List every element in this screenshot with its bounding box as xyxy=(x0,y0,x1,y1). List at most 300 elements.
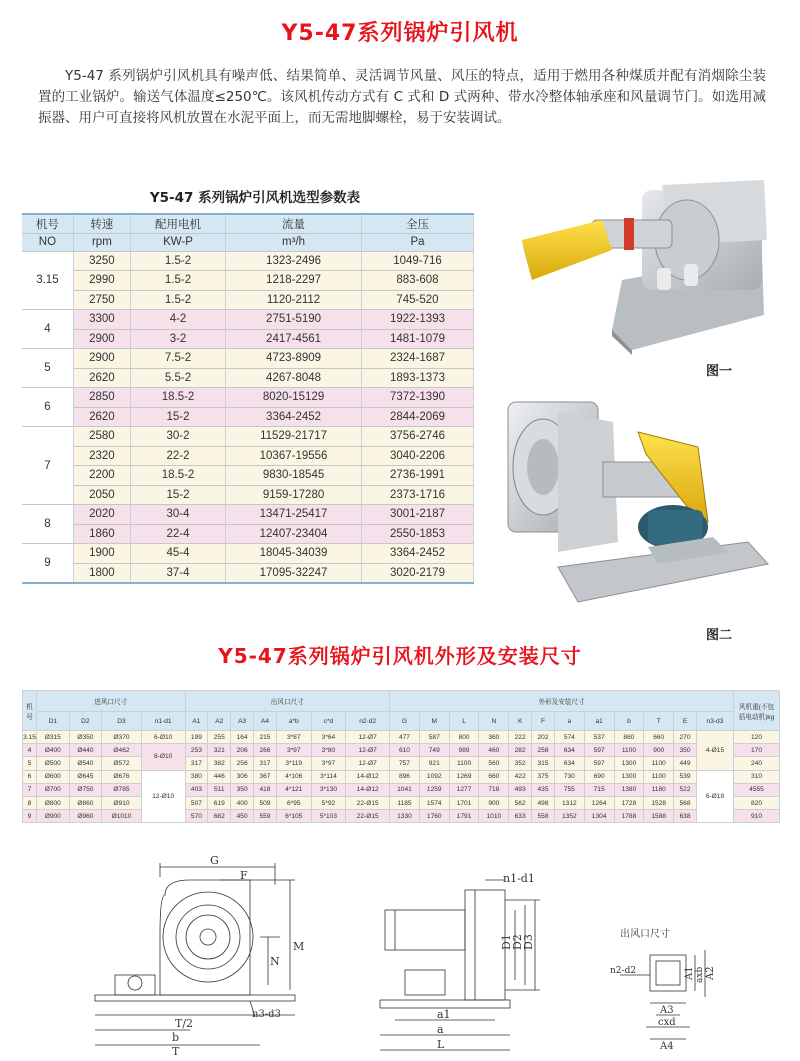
dim-cell: 317 xyxy=(185,757,208,770)
dim-cell: 418 xyxy=(254,783,277,796)
dim-cell: Ø900 xyxy=(37,810,70,823)
dim-cell: 382 xyxy=(208,757,231,770)
dim-cell: 757 xyxy=(390,757,420,770)
dim-cell: 1300 xyxy=(614,770,644,783)
dim-cell: 255 xyxy=(208,731,231,744)
selection-cell: 1900 xyxy=(73,544,130,564)
dim-cell: 450 xyxy=(231,810,254,823)
dim-cell: 1180 xyxy=(644,783,674,796)
label-A1: A1 xyxy=(684,966,695,980)
dim-cell: 3*97 xyxy=(276,744,311,757)
dim-cell: 1352 xyxy=(554,810,584,823)
dim-cell: 350 xyxy=(674,744,697,757)
dim-cell: 170 xyxy=(734,744,780,757)
dim-cell: 1269 xyxy=(449,770,479,783)
dim-cell: 403 xyxy=(185,783,208,796)
label-T: T xyxy=(172,1045,180,1055)
selection-cell: 2990 xyxy=(73,271,130,291)
dim-cell: Ø800 xyxy=(37,796,70,809)
dim-cell: 633 xyxy=(509,810,532,823)
selection-cell: 2373-1716 xyxy=(361,485,473,505)
selection-cell: 3364-2452 xyxy=(226,407,362,427)
selection-cell: 22-2 xyxy=(130,446,225,466)
selection-cell: 2417-4561 xyxy=(226,329,362,349)
dim-col-header: n3-d3 xyxy=(696,712,733,731)
dim-cell: 3*97 xyxy=(311,757,346,770)
selection-cell: 7.5-2 xyxy=(130,349,225,369)
dim-cell: 587 xyxy=(419,731,449,744)
dim-cell: 1100 xyxy=(449,757,479,770)
label-a: a xyxy=(437,1023,444,1036)
dim-cell: 568 xyxy=(674,796,697,809)
dim-cell: 12-Ø10 xyxy=(141,770,185,823)
dim-cell: 306 xyxy=(231,770,254,783)
dim-cell: 900 xyxy=(479,796,509,809)
selection-row xyxy=(22,271,474,291)
selection-cell: 2750 xyxy=(73,290,130,310)
selection-row xyxy=(22,251,474,271)
selection-cell: 10367-19556 xyxy=(226,446,362,466)
dim-header-outline: 外形及安装尺寸 xyxy=(390,691,734,712)
dim-cell: 12-Ø7 xyxy=(346,731,390,744)
dim-cell: 562 xyxy=(509,796,532,809)
dim-cell: 4*106 xyxy=(276,770,311,783)
label-G: G xyxy=(210,855,219,867)
dim-cell: 12-Ø7 xyxy=(346,744,390,757)
dim-cell: 1330 xyxy=(390,810,420,823)
dim-col-header: D2 xyxy=(69,712,102,731)
dim-cell: 498 xyxy=(532,796,555,809)
dim-col-header: M xyxy=(419,712,449,731)
dim-cell: 989 xyxy=(449,744,479,757)
dim-header-outlet: 出风口尺寸 xyxy=(185,691,390,712)
dim-cell: 422 xyxy=(509,770,532,783)
dim-cell: 14-Ø12 xyxy=(346,783,390,796)
dim-row xyxy=(23,757,780,770)
selection-cell: 3756-2746 xyxy=(361,427,473,447)
dim-cell: 1041 xyxy=(390,783,420,796)
selection-cell: 2751-5190 xyxy=(226,310,362,330)
selection-cell: 3001-2187 xyxy=(361,505,473,525)
selection-cell: 4723-8909 xyxy=(226,349,362,369)
selection-cell: 2736-1991 xyxy=(361,466,473,486)
col-header-no: 机号 xyxy=(22,214,73,233)
col-header-motor: 配用电机 xyxy=(130,214,225,233)
label-L: L xyxy=(437,1038,445,1051)
machine-no-cell: 6 xyxy=(22,388,73,427)
dim-cell: 1259 xyxy=(419,783,449,796)
dim-col-header: a1 xyxy=(584,712,614,731)
selection-row xyxy=(22,446,474,466)
selection-row xyxy=(22,407,474,427)
dim-cell: 1092 xyxy=(419,770,449,783)
selection-cell: 17095-32247 xyxy=(226,563,362,583)
label-N: N xyxy=(270,955,280,968)
dim-col-header: c*d xyxy=(311,712,346,731)
selection-cell: 18.5-2 xyxy=(130,466,225,486)
dim-cell: 4555 xyxy=(734,783,780,796)
dim-cell: Ø572 xyxy=(102,757,142,770)
selection-row xyxy=(22,290,474,310)
selection-cell: 1893-1373 xyxy=(361,368,473,388)
dim-cell: 8-Ø10 xyxy=(141,744,185,770)
label-a1: a1 xyxy=(437,1008,451,1021)
dim-cell: 509 xyxy=(254,796,277,809)
machine-no-cell: 3.15 xyxy=(22,251,73,310)
dim-cell: 4-Ø15 xyxy=(696,731,733,771)
label-cxd: cxd xyxy=(658,1017,676,1028)
selection-cell: 7372-1390 xyxy=(361,388,473,408)
dim-cell: 4 xyxy=(23,744,37,757)
selection-cell: 2550-1853 xyxy=(361,524,473,544)
selection-cell: 1120-2112 xyxy=(226,290,362,310)
selection-row xyxy=(22,329,474,349)
dim-cell: 755 xyxy=(554,783,584,796)
dim-col-header: N xyxy=(479,712,509,731)
dim-cell: 1788 xyxy=(614,810,644,823)
dim-cell: 560 xyxy=(479,757,509,770)
dim-col-header: E xyxy=(674,712,697,731)
selection-cell: 37-4 xyxy=(130,563,225,583)
dim-cell: 449 xyxy=(674,757,697,770)
selection-cell: 2200 xyxy=(73,466,130,486)
dim-cell: 910 xyxy=(734,810,780,823)
dim-col-header: n2-d2 xyxy=(346,712,390,731)
selection-cell: 1049-716 xyxy=(361,251,473,271)
dim-cell: 3*130 xyxy=(311,783,346,796)
dim-row xyxy=(23,744,780,757)
selection-row xyxy=(22,466,474,486)
selection-cell: 1860 xyxy=(73,524,130,544)
selection-cell: 1323-2496 xyxy=(226,251,362,271)
dim-cell: 820 xyxy=(734,796,780,809)
dim-col-header: T xyxy=(644,712,674,731)
dim-cell: 446 xyxy=(208,770,231,783)
dim-cell: 164 xyxy=(231,731,254,744)
selection-cell: 3040-2206 xyxy=(361,446,473,466)
outlet-caption: 出风口尺寸 xyxy=(620,929,670,940)
selection-cell: 11529-21717 xyxy=(226,427,362,447)
label-A3: A3 xyxy=(660,1005,674,1016)
dim-cell: 800 xyxy=(449,731,479,744)
fan-photo-2 xyxy=(498,392,774,614)
selection-table xyxy=(22,213,474,584)
machine-no-cell: 4 xyxy=(22,310,73,349)
selection-cell: 1.5-2 xyxy=(130,251,225,271)
dim-cell: 206 xyxy=(231,744,254,757)
dim-cell: 460 xyxy=(479,744,509,757)
unit-motor: KW-P xyxy=(130,233,225,251)
dim-cell: Ø910 xyxy=(102,796,142,809)
dim-cell: 597 xyxy=(584,757,614,770)
fan-photo-1 xyxy=(512,180,774,355)
label-b: b xyxy=(172,1031,180,1044)
label-n1d1: n1-d1 xyxy=(503,872,535,885)
dim-cell: Ø750 xyxy=(69,783,102,796)
selection-cell: 18045-34039 xyxy=(226,544,362,564)
dim-cell: Ø350 xyxy=(69,731,102,744)
dim-col-header: D3 xyxy=(102,712,142,731)
selection-row xyxy=(22,427,474,447)
selection-cell: 12407-23404 xyxy=(226,524,362,544)
dim-cell: 634 xyxy=(554,744,584,757)
label-A2: A2 xyxy=(705,966,716,980)
dim-cell: 3*64 xyxy=(311,731,346,744)
selection-cell: 2844-2069 xyxy=(361,407,473,427)
dim-header-inlet: 进风口尺寸 xyxy=(37,691,186,712)
col-header-speed: 转速 xyxy=(73,214,130,233)
unit-flow: m³/h xyxy=(226,233,362,251)
label-n2d2: n2-d2 xyxy=(610,966,637,976)
selection-cell: 1.5-2 xyxy=(130,290,225,310)
dim-col-header: D1 xyxy=(37,712,70,731)
selection-row xyxy=(22,368,474,388)
label-T2: T/2 xyxy=(175,1017,194,1030)
dim-col-header: A4 xyxy=(254,712,277,731)
label-A4: A4 xyxy=(660,1041,674,1052)
selection-cell: 3250 xyxy=(73,251,130,271)
dim-cell: 253 xyxy=(185,744,208,757)
dim-cell: 511 xyxy=(208,783,231,796)
label-n3d3: n3-d3 xyxy=(252,1009,281,1020)
dim-cell: 350 xyxy=(231,783,254,796)
selection-row xyxy=(22,388,474,408)
dim-cell: 222 xyxy=(509,731,532,744)
label-D3: D3 xyxy=(522,934,535,950)
dim-cell: 352 xyxy=(509,757,532,770)
dim-col-header: G xyxy=(390,712,420,731)
dim-cell: 6*105 xyxy=(276,810,311,823)
dim-cell: 900 xyxy=(644,744,674,757)
selection-cell: 3-2 xyxy=(130,329,225,349)
dim-cell: 493 xyxy=(509,783,532,796)
dim-cell: 610 xyxy=(390,744,420,757)
dim-cell: 860 xyxy=(614,731,644,744)
dim-cell: 715 xyxy=(584,783,614,796)
selection-cell: 4267-8048 xyxy=(226,368,362,388)
figure-2-caption: 图二 xyxy=(706,628,733,643)
dim-cell: 597 xyxy=(584,744,614,757)
dim-cell: Ø600 xyxy=(37,770,70,783)
selection-cell: 8020-15129 xyxy=(226,388,362,408)
selection-cell: 9159-17280 xyxy=(226,485,362,505)
selection-cell: 45-4 xyxy=(130,544,225,564)
selection-cell: 15-2 xyxy=(130,485,225,505)
dim-cell: 1100 xyxy=(644,757,674,770)
dim-cell: 634 xyxy=(554,757,584,770)
dim-cell: 258 xyxy=(532,744,555,757)
dim-cell: 477 xyxy=(390,731,420,744)
dim-cell: 522 xyxy=(674,783,697,796)
dim-row xyxy=(23,770,780,783)
selection-cell: 745-520 xyxy=(361,290,473,310)
dim-col-header: A1 xyxy=(185,712,208,731)
machine-no-cell: 9 xyxy=(22,544,73,583)
selection-cell: 1218-2297 xyxy=(226,271,362,291)
dim-cell: 22-Ø15 xyxy=(346,796,390,809)
dim-cell: 896 xyxy=(390,770,420,783)
selection-row xyxy=(22,485,474,505)
dim-cell: 310 xyxy=(734,770,780,783)
dim-cell: 1010 xyxy=(479,810,509,823)
dim-cell: 660 xyxy=(479,770,509,783)
dim-cell: Ø785 xyxy=(102,783,142,796)
selection-row xyxy=(22,349,474,369)
selection-cell: 30-2 xyxy=(130,427,225,447)
dim-cell: 4*121 xyxy=(276,783,311,796)
dim-cell: 1100 xyxy=(614,744,644,757)
selection-cell: 22-4 xyxy=(130,524,225,544)
selection-cell: 2850 xyxy=(73,388,130,408)
dim-cell: 730 xyxy=(554,770,584,783)
intro-paragraph: Y5-47 系列锅炉引风机具有噪声低、结果简单、灵活调节风量、风压的特点，适用于燃用各种煤质并配有消烟除尘装置的工业锅炉。输送气体温度≤250℃。该风机传动方式有 C 式和 D 式两种、带水冷整体轴承座和风量调节门。如选用减振器、用户可直接将风机放置在水泥平面上，而无需地脚螺栓，易于安装调试。 xyxy=(38,68,766,126)
dim-cell: Ø860 xyxy=(69,796,102,809)
selection-cell: 2320 xyxy=(73,446,130,466)
dim-cell: 3.15 xyxy=(23,731,37,744)
selection-cell: 3020-2179 xyxy=(361,563,473,583)
dim-cell: 638 xyxy=(674,810,697,823)
dim-cell: Ø370 xyxy=(102,731,142,744)
dim-cell: 1185 xyxy=(390,796,420,809)
dim-cell: 1588 xyxy=(644,810,674,823)
selection-cell: 2620 xyxy=(73,368,130,388)
dim-cell: 574 xyxy=(554,731,584,744)
dim-cell: 1701 xyxy=(449,796,479,809)
dim-cell: 3*114 xyxy=(311,770,346,783)
dim-cell: 5*103 xyxy=(311,810,346,823)
dim-cell: 718 xyxy=(479,783,509,796)
selection-cell: 1922-1393 xyxy=(361,310,473,330)
dim-cell: 8 xyxy=(23,796,37,809)
dim-cell: 570 xyxy=(185,810,208,823)
dim-header-no: 机 号 xyxy=(23,691,37,731)
machine-no-cell: 5 xyxy=(22,349,73,388)
dim-col-header: A2 xyxy=(208,712,231,731)
dim-cell: 400 xyxy=(231,796,254,809)
selection-cell: 1.5-2 xyxy=(130,271,225,291)
dim-cell: 507 xyxy=(185,796,208,809)
dim-cell: 1277 xyxy=(449,783,479,796)
dim-cell: 1574 xyxy=(419,796,449,809)
dim-cell: 6-Ø10 xyxy=(141,731,185,744)
label-axb: axb xyxy=(695,966,705,983)
dim-row xyxy=(23,783,780,796)
dim-cell: 3*119 xyxy=(276,757,311,770)
dim-cell: 6 xyxy=(23,770,37,783)
dim-cell: 682 xyxy=(208,810,231,823)
selection-cell: 2900 xyxy=(73,329,130,349)
dimensions-table xyxy=(22,690,780,823)
unit-pressure: Pa xyxy=(361,233,473,251)
dim-cell: 240 xyxy=(734,757,780,770)
dim-cell: 660 xyxy=(644,731,674,744)
figure-1-caption: 图一 xyxy=(706,364,733,379)
selection-cell: 30-4 xyxy=(130,505,225,525)
dim-cell: 537 xyxy=(584,731,614,744)
selection-row xyxy=(22,563,474,583)
dim-col-header: a*b xyxy=(276,712,311,731)
dim-cell: Ø315 xyxy=(37,731,70,744)
dim-col-header: L xyxy=(449,712,479,731)
dim-cell: 3*87 xyxy=(276,731,311,744)
dim-cell: 360 xyxy=(479,731,509,744)
dim-cell: 1728 xyxy=(614,796,644,809)
dim-cell: 266 xyxy=(254,744,277,757)
dim-cell: Ø1010 xyxy=(102,810,142,823)
dim-col-header: A3 xyxy=(231,712,254,731)
dim-cell: 1264 xyxy=(584,796,614,809)
dim-cell: Ø700 xyxy=(37,783,70,796)
dimensions-title: Y5-47系列锅炉引风机外形及安装尺寸 xyxy=(218,644,582,668)
machine-no-cell: 8 xyxy=(22,505,73,544)
dim-cell: 1100 xyxy=(644,770,674,783)
selection-cell: 9830-18545 xyxy=(226,466,362,486)
front-elevation-drawing xyxy=(375,870,565,1060)
dim-cell: 1528 xyxy=(644,796,674,809)
selection-cell: 15-2 xyxy=(130,407,225,427)
selection-row xyxy=(22,505,474,525)
dim-cell: 6*95 xyxy=(276,796,311,809)
dim-cell: 749 xyxy=(419,744,449,757)
dim-cell: 199 xyxy=(185,731,208,744)
selection-cell: 18.5-2 xyxy=(130,388,225,408)
dim-cell: 270 xyxy=(674,731,697,744)
col-header-flow: 流量 xyxy=(226,214,362,233)
dim-cell: 202 xyxy=(532,731,555,744)
dim-cell: 315 xyxy=(532,757,555,770)
dim-col-header: n1-d1 xyxy=(141,712,185,731)
dim-cell: 22-Ø15 xyxy=(346,810,390,823)
dim-col-header: K xyxy=(509,712,532,731)
dim-cell: Ø960 xyxy=(69,810,102,823)
dim-row xyxy=(23,796,780,809)
dim-cell: 12-Ø7 xyxy=(346,757,390,770)
selection-cell: 883-608 xyxy=(361,271,473,291)
dim-cell: 1760 xyxy=(419,810,449,823)
dim-cell: 317 xyxy=(254,757,277,770)
dim-cell: 619 xyxy=(208,796,231,809)
side-elevation-drawing xyxy=(90,855,340,1055)
dim-cell: Ø500 xyxy=(37,757,70,770)
selection-cell: 1481-1079 xyxy=(361,329,473,349)
selection-cell: 3364-2452 xyxy=(361,544,473,564)
page-title: Y5-47系列锅炉引风机 xyxy=(281,21,519,46)
dim-cell: Ø540 xyxy=(69,757,102,770)
dim-cell: Ø440 xyxy=(69,744,102,757)
label-M: M xyxy=(293,940,305,953)
dim-cell: 375 xyxy=(532,770,555,783)
dim-cell: 5*92 xyxy=(311,796,346,809)
dim-cell: 215 xyxy=(254,731,277,744)
dim-cell: 539 xyxy=(674,770,697,783)
dim-cell: 7 xyxy=(23,783,37,796)
col-header-pressure: 全压 xyxy=(361,214,473,233)
selection-row xyxy=(22,524,474,544)
selection-cell: 2324-1687 xyxy=(361,349,473,369)
dim-cell: 321 xyxy=(208,744,231,757)
selection-cell: 3300 xyxy=(73,310,130,330)
label-D2: D2 xyxy=(511,934,524,950)
selection-cell: 13471-25417 xyxy=(226,505,362,525)
dim-cell: 559 xyxy=(254,810,277,823)
dim-cell: 1791 xyxy=(449,810,479,823)
selection-cell: 2900 xyxy=(73,349,130,369)
dim-cell: 5 xyxy=(23,757,37,770)
dim-cell: 921 xyxy=(419,757,449,770)
dim-cell: Ø645 xyxy=(69,770,102,783)
dim-cell: 1380 xyxy=(614,783,644,796)
dim-col-header: F xyxy=(532,712,555,731)
